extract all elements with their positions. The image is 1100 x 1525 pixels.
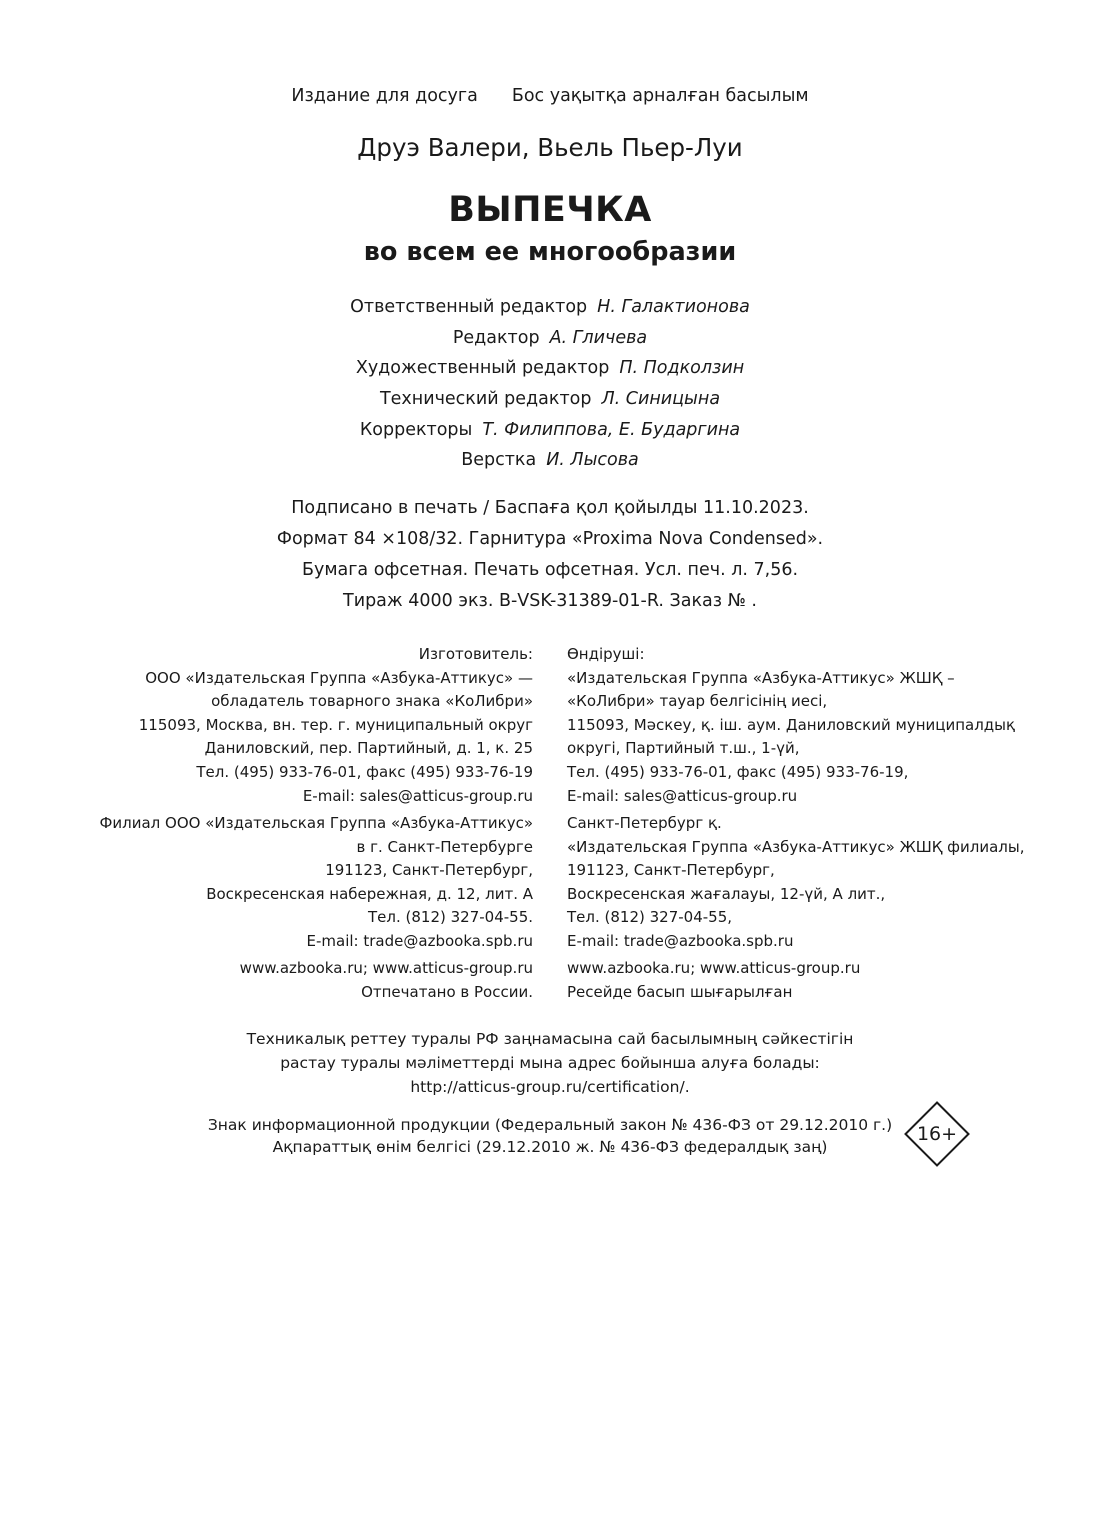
branch-ru-line: Филиал ООО «Издательская Группа «Азбука-Аттикус» <box>99 814 533 832</box>
manufacturer-kz-line: Тел. (495) 933-76-01, факс (495) 933-76-19, <box>567 762 909 781</box>
manufacturer-ru <box>139 643 533 808</box>
edition-type <box>0 86 1100 106</box>
branch-kz-line: Тел. (812) 327-04-55, <box>567 908 733 927</box>
authors: Друэ Валери, Вьель Пьер-Луи <box>357 133 743 162</box>
imprint-line: Формат 84 ×108/32. Гарнитура «Proxima Nova Condensed». <box>276 529 824 549</box>
manufacturer-ru-line: обладатель товарного знака «КоЛибри» <box>211 692 533 711</box>
credit-line <box>0 384 1100 415</box>
branch-ru-line: 191123, Санкт-Петербург, <box>325 861 533 880</box>
credit-person: И. Лысова <box>546 450 639 471</box>
branch-ru-line: Тел. (812) 327-04-55. <box>367 908 533 927</box>
manufacturer-ru-line: Даниловский, пер. Партийный, д. 1, к. 25 <box>204 739 533 758</box>
age-rating-badge <box>904 1101 970 1167</box>
credit-line <box>0 353 1100 384</box>
info-sign-line: Знак информационной продукции (Федеральный закон № 436-ФЗ от 29.12.2010 г.) <box>207 1116 893 1134</box>
web-kz <box>567 957 860 1004</box>
book-subtitle: во всем ее многообразии <box>363 237 737 267</box>
edition-type-ru: Издание для досуга <box>291 86 478 106</box>
credit-role: Художественный редактор <box>355 358 610 379</box>
branch-kz-line: Воскресенская жағалауы, 12-үй, А лит., <box>567 884 886 903</box>
credit-person: Т. Филиппова, Е. Бударгина <box>482 419 741 440</box>
imprint-block <box>0 493 1100 617</box>
branch-kz-line: 191123, Санкт-Петербург, <box>567 861 775 880</box>
certification-line: Техникалық реттеу туралы РФ заңнамасына сай басылымның сәйкестігін <box>246 1030 854 1048</box>
book-title: ВЫПЕЧКА <box>448 190 652 230</box>
imprint-line: Бумага офсетная. Печать офсетная. Усл. печ. л. 7,56. <box>301 560 799 580</box>
branch-ru <box>99 812 533 954</box>
edition-type-kz: Бос уақытқа арналған басылым <box>511 86 809 106</box>
branch-kz <box>567 812 1024 954</box>
branch-kz-line: Санкт-Петербург қ. <box>567 814 722 832</box>
manufacturer-kz-line: «КоЛибри» тауар белгісінің иесі, <box>567 692 828 711</box>
branch-ru-line: Воскресенская набережная, д. 12, лит. А <box>206 884 533 903</box>
branch-kz-line: E-mail: trade@azbooka.spb.ru <box>567 931 794 950</box>
credit-role: Верстка <box>461 450 537 471</box>
manufacturer-ru-line: 115093, Москва, вн. тер. г. муниципальный округ <box>138 715 533 734</box>
manufacturer-kz <box>567 643 1015 808</box>
credit-role: Ответственный редактор <box>350 297 588 317</box>
credit-person: Н. Галактионова <box>597 297 750 317</box>
web-kz-line: www.azbooka.ru; www.atticus-group.ru <box>567 959 861 977</box>
manufacturer-ru-line: E-mail: sales@atticus-group.ru <box>302 786 533 805</box>
manufacturer-ru-line: Изготовитель: <box>418 645 533 663</box>
certification-note <box>0 1027 1100 1099</box>
manufacturer-ru-line: ООО «Издательская Группа «Азбука-Аттикус» — <box>145 668 533 687</box>
credit-line <box>0 292 1100 323</box>
web-ru <box>240 957 533 1004</box>
certification-line: http://atticus-group.ru/certification/. <box>410 1078 690 1096</box>
web-kz-line: Ресейде басып шығарылған <box>567 982 793 1001</box>
branch-ru-line: E-mail: trade@azbooka.spb.ru <box>306 931 533 950</box>
web-ru-line: www.azbooka.ru; www.atticus-group.ru <box>239 959 533 977</box>
manufacturer-kz-line: «Издательская Группа «Азбука-Аттикус» ЖШҚ – <box>567 668 955 687</box>
manufacturer-kz-line: Өндіруші: <box>567 645 645 663</box>
manufacturer-kz-line: округі, Партийный т.ш., 1-үй, <box>567 739 800 758</box>
credit-line <box>0 415 1100 446</box>
credit-line <box>0 323 1100 354</box>
imprint-line: Подписано в печать / Баспаға қол қойылды 11.10.2023. <box>291 498 809 518</box>
manufacturer-kz-line: 115093, Мәскеу, қ. іш. аум. Даниловский муниципалдық <box>567 715 1016 734</box>
credit-role: Корректоры <box>359 419 473 440</box>
credit-line <box>0 445 1100 476</box>
age-rating-label: 16+ <box>916 1123 958 1145</box>
credit-role: Редактор <box>452 327 540 348</box>
imprint-line: Тираж 4000 экз. В-VSK-31389-01-R. Заказ № . <box>343 591 757 611</box>
credit-role: Технический редактор <box>379 389 592 410</box>
manufacturer-ru-line: Тел. (495) 933-76-01, факс (495) 933-76-19 <box>196 762 533 781</box>
info-sign-line: Ақпараттық өнім белгісі (29.12.2010 ж. № 436-ФЗ федералдық заң) <box>272 1138 828 1156</box>
credit-person: Л. Синицына <box>601 389 721 410</box>
branch-kz-line: «Издательская Группа «Азбука-Аттикус» ЖШҚ филиалы, <box>567 837 1025 856</box>
branch-ru-line: в г. Санкт-Петербурге <box>356 837 533 856</box>
credit-person: А. Гличева <box>549 327 648 348</box>
web-ru-line: Отпечатано в России. <box>361 982 533 1001</box>
manufacturer-kz-line: E-mail: sales@atticus-group.ru <box>567 786 798 805</box>
credit-person: П. Подколзин <box>619 358 745 379</box>
credits-list <box>0 292 1100 476</box>
certification-line: растау туралы мәліметтерді мына адрес бойынша алуға болады: <box>280 1054 820 1072</box>
